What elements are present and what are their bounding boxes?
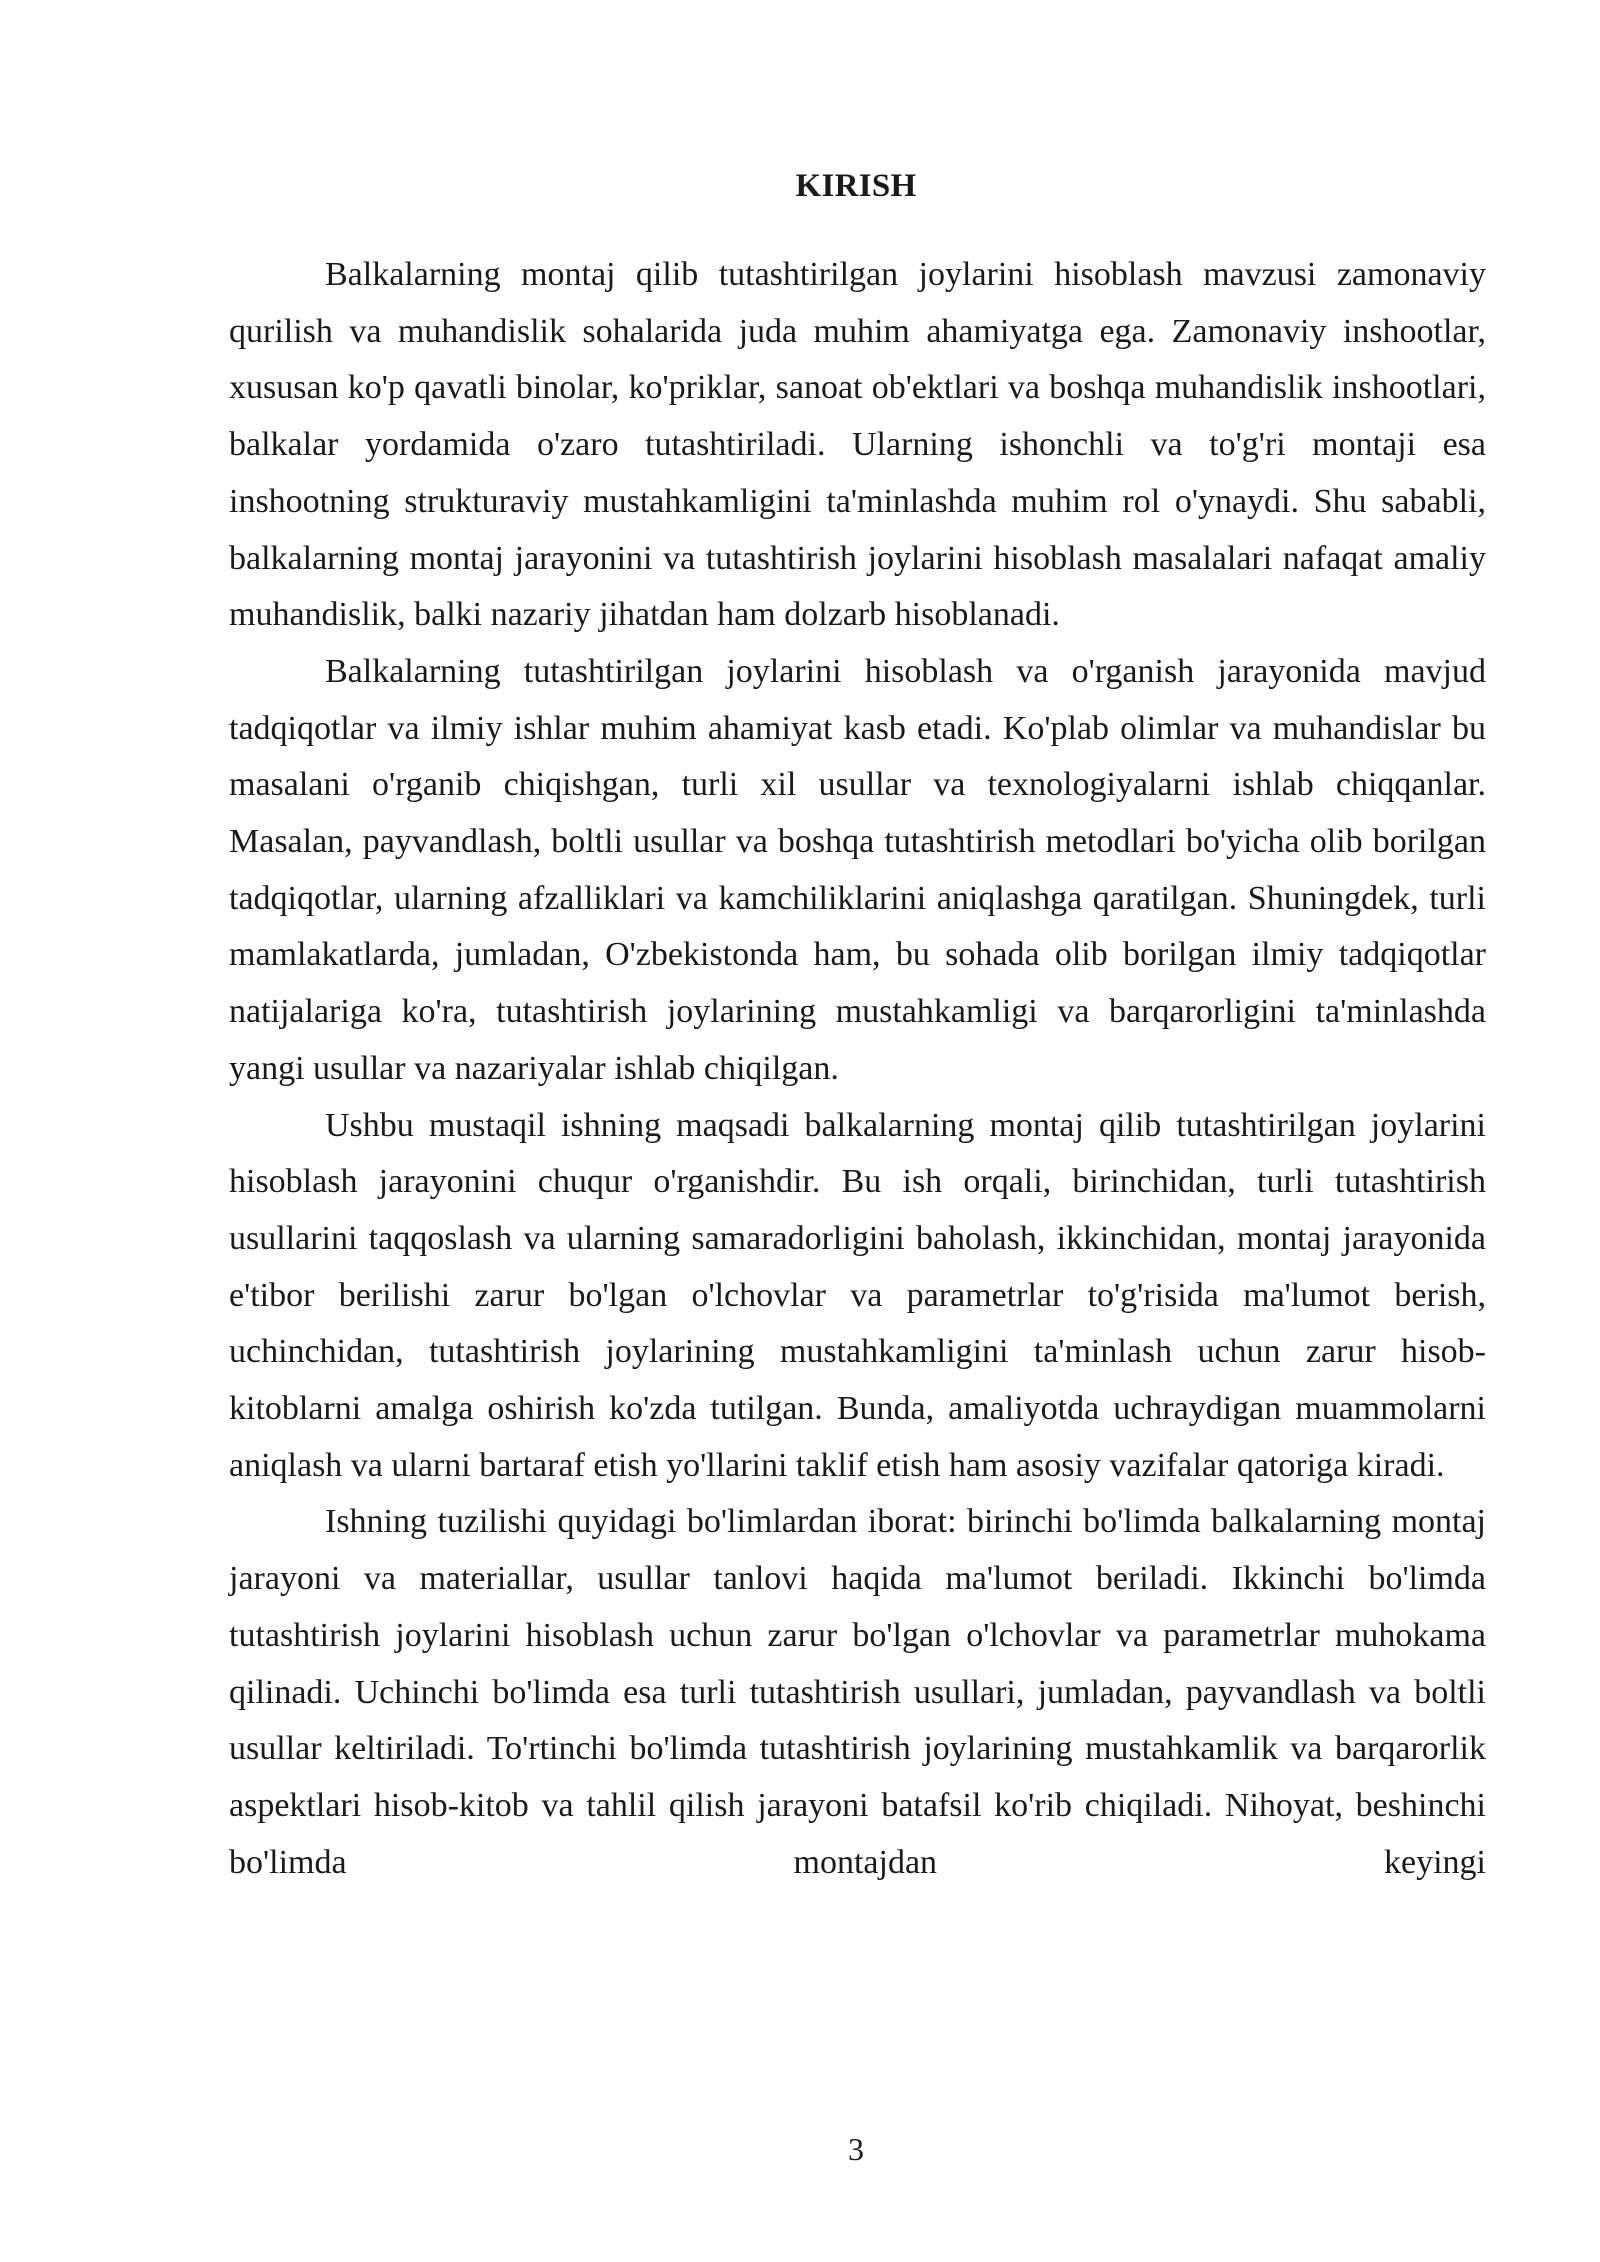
body-text [229,247,1486,1891]
paragraph-2: Balkalarning tutashtirilgan joylarini hisoblash va o'rganish jarayonida mavjud tadqiqotlar va ilmiy ishlar muhim ahamiyat kasb etadi. Ko'plab olimlar va muhandislar bu masalani o'rganib chiqishgan, turli xil usullar va texnologiyalarni ishlab chiqqanlar. Masalan, payvandlash, boltli usullar va boshqa tutashtirish metodlari bo'yicha olib borilgan tadqiqotlar, ularning afzalliklari va kamchiliklarini aniqlashga qaratilgan. Shuningdek, turli mamlakatlarda, jumladan, O'zbekistonda ham, bu sohada olib borilgan ilmiy tadqiqotlar natijalariga ko'ra, tutashtirish joylarining mustahkamligi va barqarorligini ta'minlashda yangi usullar va nazariyalar ishlab chiqilgan. [229,652,1486,1087]
paragraph-4: Ishning tuzilishi quyidagi bo'limlardan iborat: birinchi bo'limda balkalarning montaj jarayoni va materiallar, usullar tanlovi haqida ma'lumot beriladi. Ikkinchi bo'limda tutashtirish joylarini hisoblash uchun zarur bo'lgan o'lchovlar va parametrlar muhokama qilinadi. Uchinchi bo'limda esa turli tutashtirish usullari, jumladan, payvandlash va boltli usullar keltiriladi. To'rtinchi bo'limda tutashtirish joylarining mustahkamlik va barqarorlik aspektlari hisob-kitob va tahlil qilish jarayoni batafsil ko'rib chiqiladi. Nihoyat, beshinchi bo'limda montajdan keyingi [229,1503,1486,1881]
page-title: KIRISH [795,168,917,204]
paragraph-1: Balkalarning montaj qilib tutashtirilgan joylarini hisoblash mavzusi zamonaviy qurilish va muhandislik sohalarida juda muhim ahamiyatga ega. Zamonaviy inshootlar, xususan ko'p qavatli binolar, ko'priklar, sanoat ob'ektlari va boshqa muhandislik inshootlari, balkalar yordamida o'zaro tutashtiriladi. Ularning ishonchli va to'g'ri montaji esa inshootning strukturaviy mustahkamligini ta'minlashda muhim rol o'ynaydi. Shu sababli, balkalarning montaj jarayonini va tutashtirish joylarini hisoblash masalalari nafaqat amaliy muhandislik, balki nazariy jihatdan ham dolzarb hisoblanadi. [229,256,1486,634]
page-number: 3 [848,2131,864,2167]
paragraph-3: Ushbu mustaqil ishning maqsadi balkalarning montaj qilib tutashtirilgan joylarini hisoblash jarayonini chuqur o'rganishdir. Bu ish orqali, birinchidan, turli tutashtirish usullarini taqqoslash va ularning samaradorligini baholash, ikkinchidan, montaj jarayonida e'tibor berilishi zarur bo'lgan o'lchovlar va parametrlar to'g'risida ma'lumot berish, uchinchidan, tutashtirish joylarining mustahkamligini ta'minlash uchun zarur hisob-kitoblarni amalga oshirish ko'zda tutilgan. Bunda, amaliyotda uchraydigan muammolarni aniqlash va ularni bartaraf etish yo'llarini taklif etish ham asosiy vazifalar qatoriga kiradi. [229,1106,1486,1484]
